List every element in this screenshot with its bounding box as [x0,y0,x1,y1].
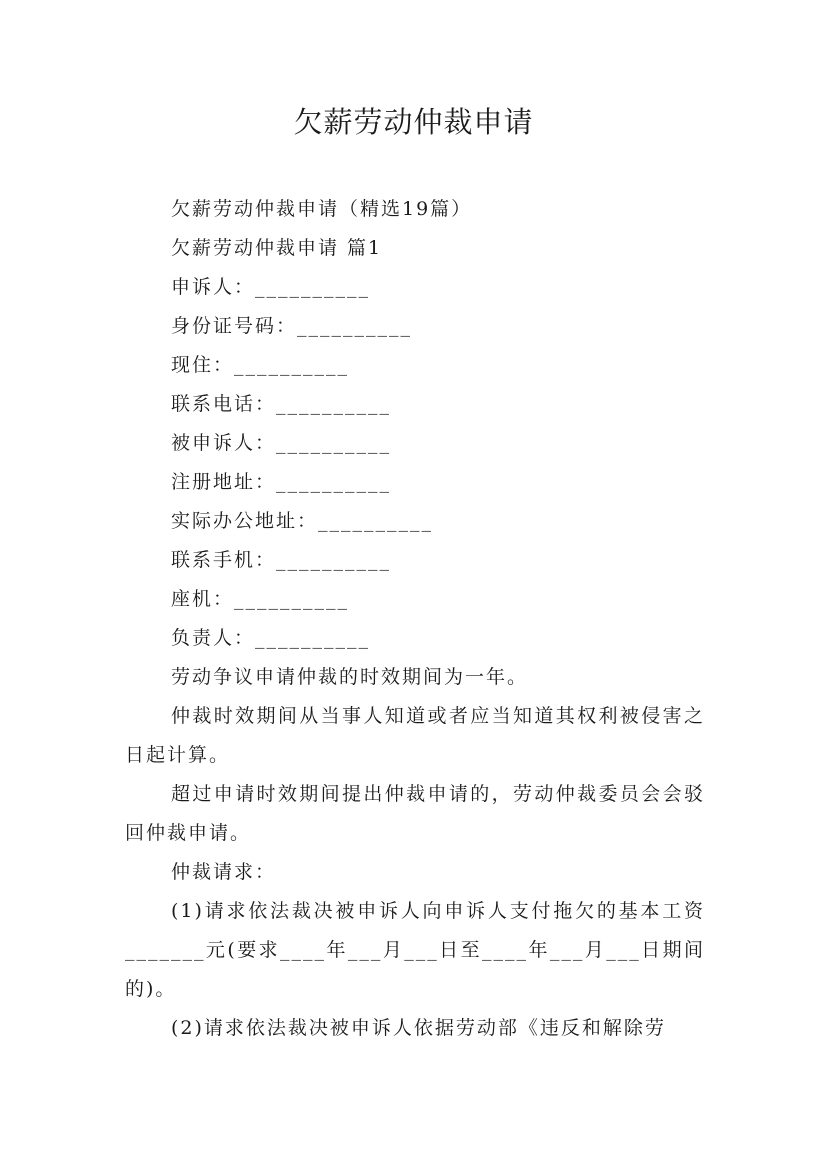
field-residence: 现住：__________ [171,354,350,376]
claim-1: (1)请求依法裁决被申诉人向申诉人支付拖欠的基本工资_______元(要求____年___月___日至____年___月___日期间的)。 [125,900,705,1000]
field-respondent: 被申诉人：__________ [171,432,392,454]
section-heading: 欠薪劳动仲裁申请 篇1 [171,237,383,259]
field-landline: 座机：__________ [171,588,350,610]
statement-limitation: 劳动争议申请仲裁的时效期间为一年。 [171,666,529,688]
document-body [125,190,705,1048]
subtitle-line: 欠薪劳动仲裁申请（精选19篇） [171,198,473,220]
field-office-address: 实际办公地址：__________ [171,510,434,532]
claims-heading: 仲裁请求： [171,861,277,883]
document-title: 欠薪劳动仲裁申请 [293,105,534,139]
claim-2: (2)请求依法裁决被申诉人依据劳动部《违反和解除劳 [171,1017,666,1039]
field-phone: 联系电话：__________ [171,393,392,415]
field-registered-address: 注册地址：__________ [171,471,392,493]
field-id-number: 身份证号码：__________ [171,315,413,337]
field-person-in-charge: 负责人：__________ [171,627,371,649]
field-mobile: 联系手机：__________ [171,549,392,571]
paragraph-limitation-exceeded: 超过申请时效期间提出仲裁申请的，劳动仲裁委员会会驳回仲裁申请。 [125,783,705,844]
paragraph-limitation-start: 仲裁时效期间从当事人知道或者应当知道其权利被侵害之日起计算。 [125,705,705,766]
field-complainant: 申诉人：__________ [171,276,371,298]
